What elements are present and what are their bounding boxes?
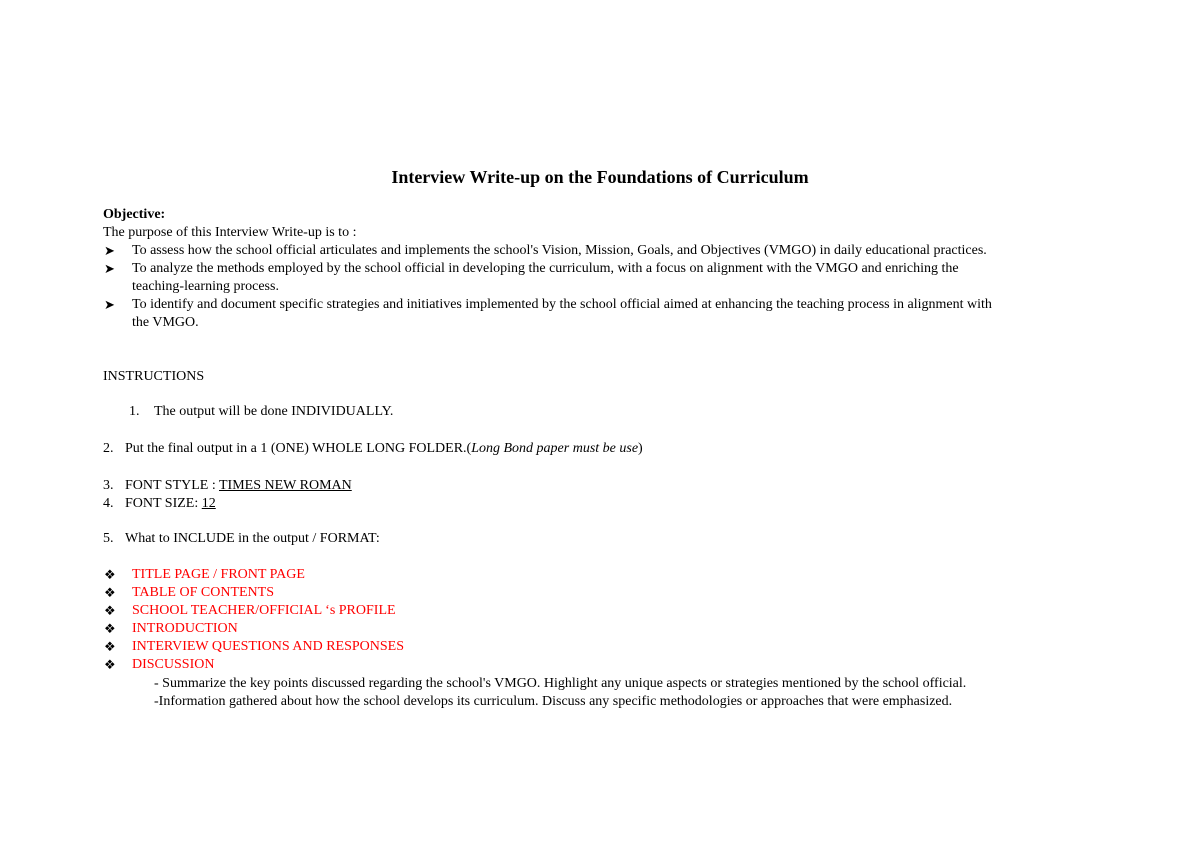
font-size-value: 12 [201, 496, 216, 511]
discussion-note-2: -Information gathered about how the school develops its curriculum. Discuss any specific methodologies or approaches that were emphasized. [154, 694, 953, 709]
instruction-number-4: 4. [103, 496, 114, 511]
instruction-number-5: 5. [103, 531, 114, 546]
instruction-item-4 [125, 495, 216, 513]
format-item-interview-questions: INTERVIEW QUESTIONS AND RESPONSES [132, 639, 405, 654]
four-diamond-bullet-icon: ❖ [104, 567, 116, 582]
arrowhead-bullet-icon: ➤ [104, 261, 115, 276]
instruction-item-2-text: Put the final output in a 1 (ONE) WHOLE LONG FOLDER.( [125, 441, 472, 456]
instruction-number-1: 1. [129, 404, 140, 419]
objective-item-1: To assess how the school official articulates and implements the school's Vision, Mission, Goals, and Objectives (VMGO) in daily educational practices. [132, 243, 987, 258]
format-item-discussion: DISCUSSION [132, 657, 215, 672]
four-diamond-bullet-icon: ❖ [104, 621, 116, 636]
four-diamond-bullet-icon: ❖ [104, 585, 116, 600]
instruction-item-3-text: FONT STYLE : [125, 478, 219, 493]
four-diamond-bullet-icon: ❖ [104, 657, 116, 672]
instruction-item-2 [125, 440, 643, 458]
instruction-item-2-close: ) [638, 441, 643, 456]
instruction-number-3: 3. [103, 478, 114, 493]
document-title: Interview Write-up on the Foundations of Curriculum [391, 167, 809, 187]
discussion-note-1: - Summarize the key points discussed regarding the school's VMGO. Highlight any unique aspects or strategies mentioned by the school official. [154, 676, 967, 691]
four-diamond-bullet-icon: ❖ [104, 639, 116, 654]
instruction-item-5: What to INCLUDE in the output / FORMAT: [125, 531, 380, 546]
arrowhead-bullet-icon: ➤ [104, 243, 115, 258]
objective-item-2: To analyze the methods employed by the school official in developing the curriculum, with a focus on alignment with the VMGO and enriching the [132, 261, 959, 276]
instruction-item-2-italic-note: Long Bond paper must be use [471, 441, 639, 456]
instruction-item-3 [125, 477, 352, 495]
instruction-item-4-text: FONT SIZE: [125, 496, 202, 511]
format-item-title-page: TITLE PAGE / FRONT PAGE [132, 567, 305, 582]
objective-heading: Objective: [103, 207, 166, 222]
format-item-profile: SCHOOL TEACHER/OFFICIAL ‘s PROFILE [132, 603, 396, 618]
purpose-line: The purpose of this Interview Write-up is to : [103, 225, 357, 240]
objective-item-3-cont: the VMGO. [132, 315, 199, 330]
four-diamond-bullet-icon: ❖ [104, 603, 116, 618]
instructions-heading: INSTRUCTIONS [103, 369, 205, 384]
font-style-value: TIMES NEW ROMAN [219, 478, 352, 493]
instruction-item-1: The output will be done INDIVIDUALLY. [154, 404, 394, 419]
arrowhead-bullet-icon: ➤ [104, 297, 115, 312]
objective-item-3: To identify and document specific strategies and initiatives implemented by the school official aimed at enhancing the teaching process in alignment with [132, 297, 992, 312]
format-item-introduction: INTRODUCTION [132, 621, 238, 636]
format-item-table-of-contents: TABLE OF CONTENTS [132, 585, 274, 600]
instruction-number-2: 2. [103, 441, 114, 456]
objective-item-2-cont: teaching-learning process. [132, 279, 279, 294]
